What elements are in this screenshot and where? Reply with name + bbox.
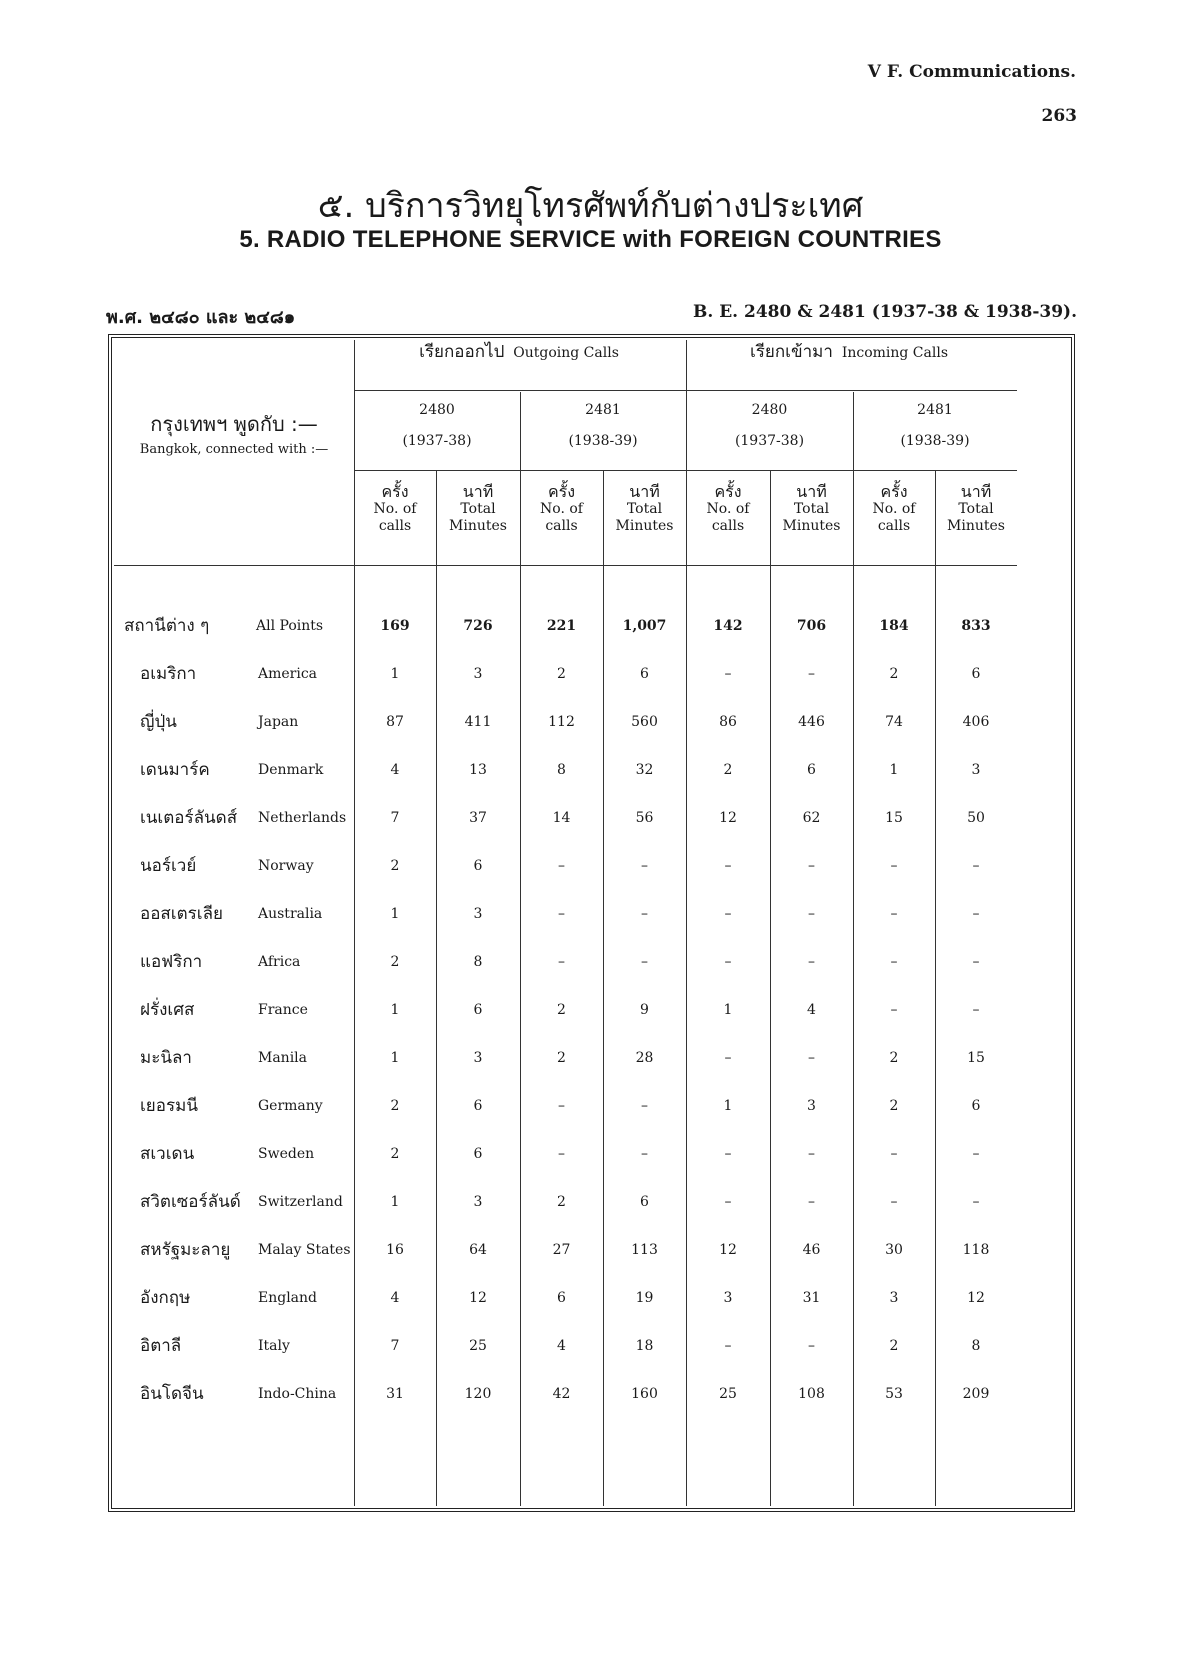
table-cell: 31: [802, 1290, 821, 1306]
column-header-en: Minutes: [615, 517, 674, 534]
table-cell: 12: [719, 810, 737, 826]
page-number: 263: [1041, 106, 1077, 126]
table-cell: –: [724, 1338, 732, 1354]
table-cell: 6: [971, 1098, 981, 1114]
table-cell: 2: [390, 954, 400, 970]
row-label-en: America: [258, 666, 318, 682]
period-thai: พ.ศ. ๒๔๘๐ และ ๒๔๘๑: [106, 307, 296, 328]
table-cell: 74: [885, 714, 903, 730]
minutes-column-header: [935, 482, 1017, 535]
column-header-en: Minutes: [947, 517, 1005, 534]
row-label-thai: สหรัฐมะลายู: [140, 1240, 231, 1260]
row-label-thai: อังกฤษ: [140, 1288, 191, 1308]
table-cell: 62: [802, 810, 821, 826]
table-cell: 8: [971, 1338, 981, 1354]
year-ad: (1938-39): [900, 432, 970, 449]
row-label-en: Africa: [258, 954, 301, 970]
table-cell: 1: [390, 1194, 400, 1210]
stub-header-thai: กรุงเทพฯ พูดกับ :—: [150, 412, 318, 436]
row-label-thai: นอร์เวย์: [140, 856, 197, 876]
table-cell: 406: [962, 714, 990, 730]
column-header-en: calls: [545, 517, 578, 534]
column-header-en: calls: [877, 517, 911, 534]
table-cell: 1: [889, 762, 899, 778]
table-cell: 2: [557, 1194, 566, 1210]
row-label-thai: อเมริกา: [140, 664, 197, 684]
table-cell: 42: [552, 1386, 571, 1402]
table-cell: 706: [796, 618, 827, 634]
table-cell: 64: [469, 1242, 487, 1258]
table-cell: 53: [885, 1386, 903, 1402]
column-header-en: Minutes: [449, 517, 507, 534]
table-cell: 6: [971, 666, 981, 682]
row-label-thai: อิตาลี: [140, 1336, 182, 1356]
table-cell: 113: [631, 1242, 658, 1258]
table-cell: –: [641, 858, 648, 874]
row-label-thai: เยอรมนี: [140, 1096, 198, 1116]
table-cell: 32: [635, 762, 654, 778]
table-cell: 160: [631, 1386, 658, 1402]
table-cell: 12: [967, 1290, 985, 1306]
column-header-thai: ครั้ง: [880, 482, 908, 501]
stub-header-en: Bangkok, connected with :—: [139, 442, 329, 457]
table-cell: 13: [469, 762, 487, 778]
table-horizontal-rule: [114, 565, 1017, 566]
table-cell: 2: [889, 1098, 899, 1114]
table-cell: –: [808, 1146, 815, 1162]
table-cell: 18: [635, 1338, 654, 1354]
table-cell: –: [641, 1098, 648, 1114]
table-cell: 1: [390, 666, 400, 682]
row-label-en: Italy: [258, 1338, 290, 1354]
table-cell: –: [808, 954, 815, 970]
row-label-thai: อินโดจีน: [140, 1384, 204, 1404]
table-cell: –: [724, 906, 732, 922]
table-cell: 2: [723, 762, 733, 778]
year-ad: (1937-38): [734, 432, 805, 449]
table-cell: 4: [390, 762, 400, 778]
row-label-en: Germany: [258, 1098, 323, 1114]
table-cell: 2: [889, 666, 899, 682]
table-cell: 112: [548, 714, 575, 730]
table-cell: 19: [635, 1290, 654, 1306]
table-cell: 184: [879, 618, 909, 634]
table-cell: 2: [557, 666, 566, 682]
table-cell: –: [641, 906, 648, 922]
column-header-en: Total: [958, 501, 994, 518]
row-label-thai: ญี่ปุ่น: [140, 712, 177, 732]
table-cell: –: [972, 906, 980, 922]
table-cell: 15: [967, 1050, 985, 1066]
year-be: 2481: [917, 402, 953, 418]
table-cell: 3: [889, 1290, 899, 1306]
table-cell: 726: [463, 618, 493, 634]
year-ad: (1938-39): [568, 432, 638, 449]
table-cell: –: [558, 1146, 565, 1162]
row-label-en: France: [258, 1002, 308, 1018]
minutes-column-header: [770, 482, 853, 535]
row-label-thai: เดนมาร์ค: [140, 760, 210, 780]
column-header-en: No. of: [706, 501, 750, 518]
row-label-en: England: [258, 1290, 318, 1306]
column-header-thai: นาที: [960, 482, 992, 501]
table-cell: 120: [464, 1386, 492, 1402]
table-cell: 411: [464, 714, 492, 730]
table-cell: 6: [473, 858, 483, 874]
table-cell: 46: [802, 1242, 821, 1258]
year-be: 2481: [585, 402, 621, 418]
column-header-thai: ครั้ง: [381, 482, 409, 501]
calls-column-header: [354, 482, 436, 535]
table-cell: 2: [390, 1098, 400, 1114]
table-cell: –: [972, 1194, 980, 1210]
column-header-en: No. of: [373, 501, 417, 518]
table-cell: –: [890, 1146, 898, 1162]
table-cell: –: [641, 954, 648, 970]
table-cell: 86: [719, 714, 737, 730]
year-header: [686, 402, 853, 450]
row-label-en: All Points: [256, 618, 324, 634]
table-cell: –: [808, 666, 815, 682]
table-cell: –: [724, 1146, 732, 1162]
table-cell: –: [558, 858, 565, 874]
table-cell: 3: [473, 666, 483, 682]
calls-column-header: [853, 482, 935, 535]
stub-header: [114, 412, 354, 458]
table-cell: –: [808, 1338, 815, 1354]
table-cell: –: [641, 1146, 648, 1162]
column-header-en: No. of: [540, 501, 583, 518]
table-horizontal-rule: [354, 470, 1017, 471]
table-cell: 8: [473, 954, 483, 970]
table-cell: –: [890, 1002, 898, 1018]
table-cell: 3: [473, 1194, 483, 1210]
minutes-column-header: [603, 482, 686, 535]
table-cell: –: [972, 858, 980, 874]
row-label-en: Australia: [258, 906, 323, 922]
row-label-en: Denmark: [258, 762, 324, 778]
table-cell: –: [808, 858, 815, 874]
table-cell: 87: [386, 714, 404, 730]
table-cell: 28: [635, 1050, 654, 1066]
table-cell: –: [808, 906, 815, 922]
table-horizontal-rule: [354, 390, 1017, 391]
year-header: [520, 402, 686, 450]
row-label-en: Sweden: [258, 1146, 315, 1162]
table-cell: 3: [971, 762, 981, 778]
table-cell: 2: [390, 858, 400, 874]
column-header-en: Minutes: [782, 517, 841, 534]
table-cell: 560: [631, 714, 658, 730]
table-cell: 16: [386, 1242, 404, 1258]
page-title-thai: ๕. บริการวิทยุโทรศัพท์กับต่างประเทศ: [317, 186, 864, 226]
table-cell: –: [724, 954, 732, 970]
table-cell: 221: [546, 618, 577, 634]
table-cell: 209: [962, 1386, 990, 1402]
outgoing-header-en: Outgoing Calls: [513, 345, 619, 361]
table-cell: 1: [723, 1002, 733, 1018]
table-cell: 25: [469, 1338, 487, 1354]
table-cell: 6: [640, 666, 649, 682]
table-cell: –: [972, 954, 980, 970]
table-cell: 6: [557, 1290, 566, 1306]
table-cell: 7: [390, 810, 400, 826]
table-cell: –: [890, 906, 898, 922]
column-header-en: Total: [793, 501, 830, 518]
table-cell: 2: [557, 1050, 566, 1066]
table-cell: 31: [386, 1386, 404, 1402]
table-cell: 6: [807, 762, 816, 778]
year-header: [853, 402, 1017, 450]
table-cell: 37: [469, 810, 487, 826]
column-header-en: calls: [711, 517, 745, 534]
table-cell: 4: [390, 1290, 400, 1306]
column-header-en: Total: [460, 501, 496, 518]
table-cell: 12: [719, 1242, 737, 1258]
table-cell: 15: [885, 810, 903, 826]
table-cell: –: [808, 1194, 815, 1210]
table-cell: 3: [473, 906, 483, 922]
table-cell: 56: [635, 810, 654, 826]
table-cell: –: [724, 1194, 732, 1210]
table-cell: 1,007: [622, 618, 667, 634]
table-cell: 1: [390, 1050, 400, 1066]
table-cell: 169: [380, 618, 410, 634]
table-cell: –: [724, 666, 732, 682]
row-label-thai: เนเตอร์ลันดส์: [140, 808, 238, 828]
table-cell: 3: [723, 1290, 733, 1306]
column-header-thai: นาที: [462, 482, 494, 501]
row-label-en: Netherlands: [258, 810, 347, 826]
table-cell: –: [724, 1050, 732, 1066]
table-cell: 27: [552, 1242, 571, 1258]
row-label-thai: มะนิลา: [140, 1048, 192, 1068]
table-cell: 3: [473, 1050, 483, 1066]
table-cell: 446: [798, 714, 825, 730]
table-cell: 6: [473, 1002, 483, 1018]
table-cell: 7: [390, 1338, 400, 1354]
table-cell: –: [972, 1146, 980, 1162]
incoming-header-thai: เรียกเข้ามา: [749, 342, 833, 362]
table-cell: 142: [713, 618, 743, 634]
calls-column-header: [686, 482, 770, 535]
calls-column-header: [520, 482, 603, 535]
table-cell: 833: [961, 618, 991, 634]
row-label-thai: ออสเตรเลีย: [140, 904, 223, 924]
row-label-en: Switzerland: [258, 1194, 343, 1210]
table-cell: 2: [889, 1050, 899, 1066]
table-cell: –: [890, 858, 898, 874]
minutes-column-header: [436, 482, 520, 535]
table-cell: 118: [962, 1242, 990, 1258]
row-label-en: Japan: [258, 714, 299, 730]
table-cell: 1: [390, 1002, 400, 1018]
table-cell: 6: [640, 1194, 649, 1210]
table-cell: –: [890, 1194, 898, 1210]
table-cell: 108: [798, 1386, 825, 1402]
table-cell: 6: [473, 1098, 483, 1114]
period-en: B. E. 2480 & 2481 (1937-38 & 1938-39).: [693, 302, 1077, 322]
column-header-thai: นาที: [629, 482, 660, 501]
row-label-en: Norway: [258, 858, 314, 874]
table-cell: 6: [473, 1146, 483, 1162]
table-cell: 50: [967, 810, 985, 826]
table-cell: 2: [889, 1338, 899, 1354]
table-cell: 8: [557, 762, 566, 778]
year-header: [354, 402, 520, 450]
page-title: 5. RADIO TELEPHONE SERVICE with FOREIGN COUNTRIES: [239, 226, 942, 253]
column-header-en: Total: [626, 501, 663, 518]
row-label-thai: แอฟริกา: [140, 952, 203, 972]
row-label-en: Malay States: [258, 1242, 351, 1258]
row-label-thai: สเวเดน: [140, 1144, 195, 1164]
table-cell: 2: [390, 1146, 400, 1162]
table-cell: –: [558, 1098, 565, 1114]
year-be: 2480: [419, 402, 455, 418]
table-cell: –: [558, 906, 565, 922]
table-cell: 12: [469, 1290, 487, 1306]
row-label-thai: สวิตเซอร์ลันด์: [140, 1192, 241, 1212]
table-cell: 1: [390, 906, 400, 922]
column-header-en: No. of: [872, 501, 916, 518]
incoming-header-en: Incoming Calls: [841, 345, 949, 361]
outgoing-header-thai: เรียกออกไป: [419, 342, 505, 362]
table-cell: –: [808, 1050, 815, 1066]
column-header-en: calls: [378, 517, 412, 534]
table-cell: 30: [885, 1242, 903, 1258]
row-label-thai: ฝรั่งเศส: [140, 1000, 195, 1020]
row-label-en: Indo-China: [258, 1386, 337, 1402]
table-cell: 4: [807, 1002, 816, 1018]
row-label-thai: สถานีต่าง ๆ: [124, 616, 210, 636]
column-header-thai: นาที: [796, 482, 827, 501]
year-be: 2480: [751, 402, 788, 418]
table-cell: –: [972, 1002, 980, 1018]
table-cell: 25: [719, 1386, 737, 1402]
table-cell: 9: [640, 1002, 649, 1018]
table-cell: –: [558, 954, 565, 970]
table-cell: 2: [557, 1002, 566, 1018]
section-label: V F. Communications.: [867, 62, 1076, 82]
outgoing-header: [354, 342, 684, 362]
table-cell: 14: [552, 810, 571, 826]
column-header-thai: ครั้ง: [547, 482, 576, 501]
table-cell: 3: [807, 1098, 816, 1114]
row-label-en: Manila: [258, 1050, 307, 1066]
table-cell: 1: [723, 1098, 733, 1114]
table-cell: –: [890, 954, 898, 970]
year-ad: (1937-38): [402, 432, 472, 449]
table-cell: 4: [557, 1338, 566, 1354]
table-cell: –: [724, 858, 732, 874]
column-header-thai: ครั้ง: [714, 482, 742, 501]
incoming-header: [684, 342, 1014, 362]
